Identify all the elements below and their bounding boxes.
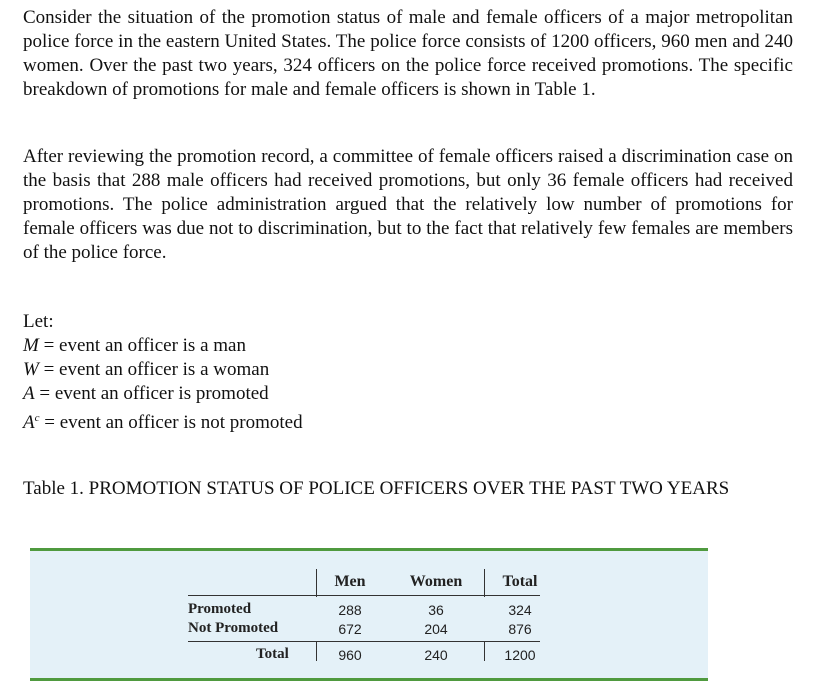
- table-caption: Table 1. PROMOTION STATUS OF POLICE OFFICERS OVER THE PAST TWO YEARS: [23, 478, 730, 499]
- cell-promoted-women: 36: [428, 602, 444, 618]
- symbol-w: W: [23, 359, 39, 380]
- table-panel: [30, 548, 708, 681]
- header-men: Men: [334, 573, 366, 590]
- column-divider-4: [484, 641, 485, 661]
- header-women: Women: [409, 573, 463, 590]
- cell-promoted-men: 288: [338, 602, 362, 618]
- definition-a-complement: [23, 406, 303, 435]
- definition-m-text: = event an officer is a man: [38, 335, 246, 356]
- column-divider-2: [484, 569, 485, 597]
- total-rule: [188, 641, 540, 642]
- symbol-m: M: [23, 335, 39, 356]
- definitions-intro: Let:: [23, 311, 54, 332]
- definition-a-complement-text: = event an officer is not promoted: [39, 412, 303, 433]
- definition-a: [23, 382, 303, 406]
- definition-m: [23, 334, 303, 358]
- promotion-table: [30, 551, 708, 678]
- cell-promoted-total: 324: [508, 602, 532, 618]
- cell-not-promoted-men: 672: [338, 621, 362, 637]
- cell-not-promoted-women: 204: [424, 621, 448, 637]
- column-divider-3: [316, 641, 317, 661]
- cell-total-total: 1200: [504, 647, 536, 663]
- paragraph-intro: Consider the situation of the promotion status of male and female officers of a major metropolitan police force in the eastern United States. The police force consists of 1200 officers, 960 men and 240 women. Over the past two years, 324 officers on the police force received promotions. The specific breakdown of promotions for male and female officers is shown in Table 1.: [23, 7, 793, 100]
- row-label-not-promoted: Not Promoted: [188, 620, 279, 636]
- definition-a-text: = event an officer is promoted: [34, 383, 269, 404]
- definition-w-text: = event an officer is a woman: [38, 359, 270, 380]
- cell-total-men: 960: [338, 647, 362, 663]
- row-label-promoted: Promoted: [188, 601, 252, 617]
- definition-w: [23, 358, 303, 382]
- cell-total-women: 240: [424, 647, 448, 663]
- symbol-a: A: [23, 383, 35, 404]
- row-label-total: Total: [256, 646, 289, 662]
- complement-superscript: c: [34, 412, 40, 424]
- header-total: Total: [502, 573, 538, 590]
- paragraph-discrimination-case: After reviewing the promotion record, a committee of female officers raised a discrimination case on the basis that 288 male officers had received promotions, but only 36 female officers had received promotions. The police administration argued that the relatively low number of promotions for female officers was due not to discrimination, but to the fact that relatively few females are members of the police force.: [23, 146, 793, 263]
- cell-not-promoted-total: 876: [508, 621, 532, 637]
- header-rule: [188, 595, 540, 596]
- event-definitions: [23, 310, 303, 435]
- symbol-a-complement: A: [23, 412, 35, 433]
- column-divider-1: [316, 569, 317, 597]
